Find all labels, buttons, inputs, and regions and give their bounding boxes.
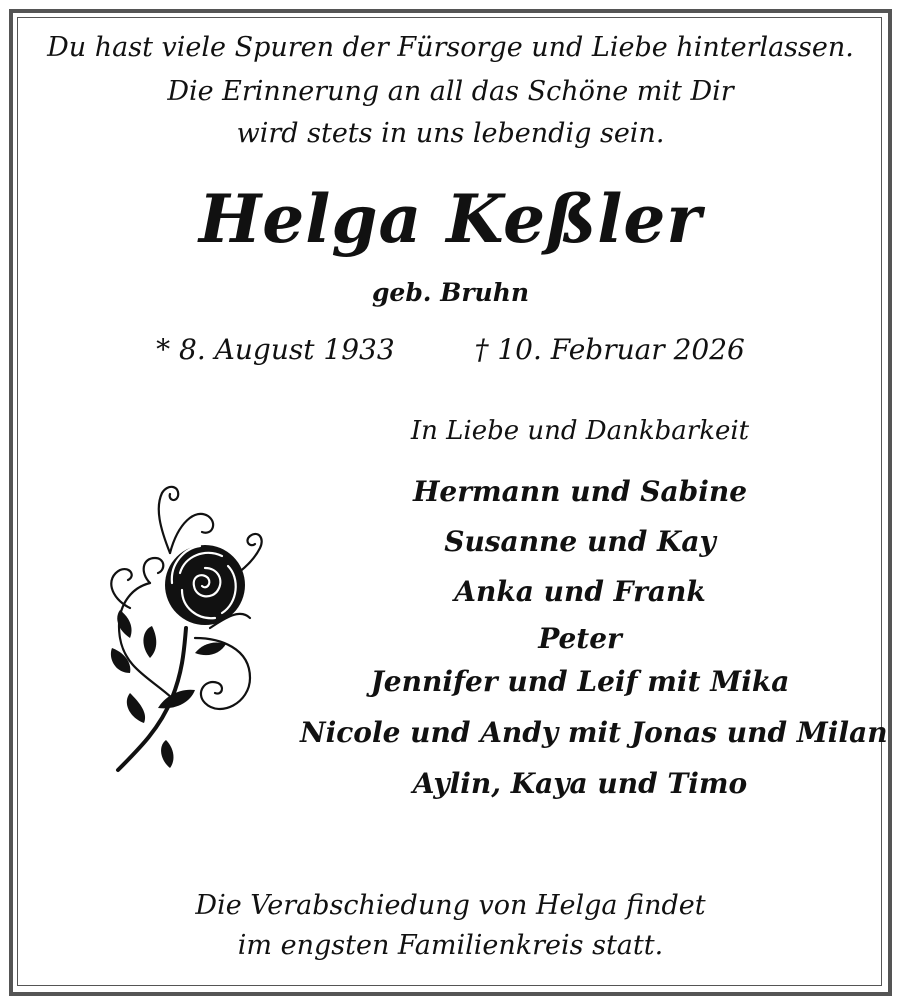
mourner-name: Peter bbox=[538, 622, 622, 655]
verse-line-1: Du hast viele Spuren der Fürsorge und Liebe hinterlassen. bbox=[47, 32, 854, 63]
mourners-intro: In Liebe und Dankbarkeit bbox=[410, 416, 750, 446]
death-date: † 10. Februar 2026 bbox=[474, 333, 745, 366]
mourner-name: Susanne und Kay bbox=[444, 525, 716, 558]
mourner-name: Aylin, Kaya und Timo bbox=[412, 767, 748, 800]
footer-line-1: Die Verabschiedung von Helga findet bbox=[195, 890, 706, 921]
mourner-name: Anka und Frank bbox=[454, 575, 706, 608]
rose-icon bbox=[100, 478, 275, 780]
verse-line-3: wird stets in uns lebendig sein. bbox=[236, 118, 665, 149]
mourner-name: Nicole und Andy mit Jonas und Milan bbox=[300, 716, 888, 749]
birth-name: geb. Bruhn bbox=[371, 278, 530, 307]
mourner-name: Hermann und Sabine bbox=[412, 475, 748, 508]
footer-line-2: im engsten Familienkreis statt. bbox=[237, 930, 664, 961]
deceased-name: Helga Keßler bbox=[198, 180, 703, 258]
mourner-name: Jennifer und Leif mit Mika bbox=[370, 665, 790, 698]
verse-line-2: Die Erinnerung an all das Schöne mit Dir bbox=[167, 76, 734, 107]
life-dates bbox=[0, 333, 901, 366]
birth-date: * 8. August 1933 bbox=[156, 333, 395, 366]
